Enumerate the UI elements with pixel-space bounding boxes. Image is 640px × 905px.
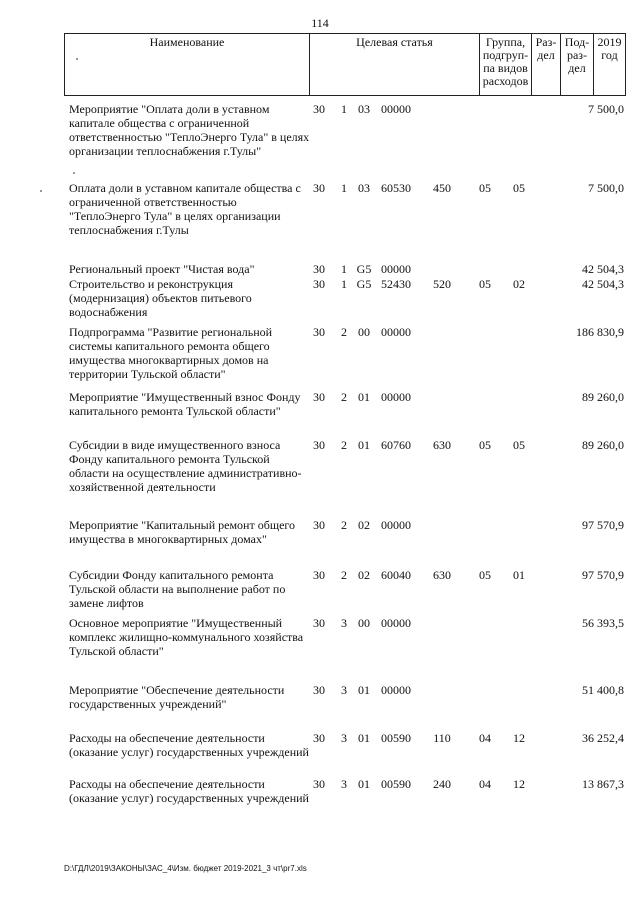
row-prog: 30 <box>313 518 325 532</box>
row-dir: 00000 <box>381 262 411 276</box>
row-amt: 51 400,8 <box>582 683 624 697</box>
row-amt: 89 260,0 <box>582 390 624 404</box>
row-prog: 30 <box>313 262 325 276</box>
row-main: 00 <box>358 616 370 630</box>
row-subs: 12 <box>513 731 525 745</box>
row-main: 02 <box>358 518 370 532</box>
row-subs: 05 <box>513 438 525 452</box>
page-number: 114 <box>311 16 329 30</box>
row-dir: 00000 <box>381 616 411 630</box>
row-sub: 3 <box>341 616 347 630</box>
row-name: Региональный проект "Чистая вода" <box>69 262 255 276</box>
scan-speck <box>73 172 75 174</box>
row-sub: 3 <box>341 777 347 791</box>
row-name: Основное мероприятие "Имущественный комплекс жилищно-коммунального хозяйства Тульской области" <box>69 616 304 658</box>
row-main: 01 <box>358 777 370 791</box>
row-amt: 56 393,5 <box>582 616 624 630</box>
row-sub: 1 <box>341 277 347 291</box>
row-name: Расходы на обеспечение деятельности (оказание услуг) государственных учреждений <box>69 731 309 759</box>
scan-speck <box>40 190 42 192</box>
row-prog: 30 <box>313 181 325 195</box>
header-year: 2019 год <box>597 35 622 62</box>
row-amt: 42 504,3 <box>582 277 624 291</box>
row-main: 03 <box>358 181 370 195</box>
header-subsection: Под- раз- дел <box>561 34 594 95</box>
row-main: G5 <box>356 262 372 276</box>
row-main: 03 <box>358 102 370 116</box>
row-sub: 1 <box>341 102 347 116</box>
row-main: G5 <box>356 277 372 291</box>
row-dir: 60530 <box>381 181 411 195</box>
row-grp: 630 <box>433 568 451 582</box>
row-prog: 30 <box>313 616 325 630</box>
row-prog: 30 <box>313 777 325 791</box>
row-name: Мероприятие "Имущественный взнос Фонду капитального ремонта Тульской области" <box>69 390 301 418</box>
row-main: 01 <box>358 683 370 697</box>
row-sec: 04 <box>479 731 491 745</box>
row-name: Субсидии Фонду капитального ремонта Тульской области на выполнение работ по замене лифтов <box>69 568 286 610</box>
row-sec: 05 <box>479 438 491 452</box>
row-subs: 05 <box>513 181 525 195</box>
row-dir: 00590 <box>381 731 411 745</box>
header-section: Раз- дел <box>532 34 561 95</box>
row-dir: 00000 <box>381 325 411 339</box>
row-sec: 05 <box>479 181 491 195</box>
row-name: Строительство и реконструкция (модернизация) объектов питьевого водоснабжения <box>69 277 252 319</box>
row-sub: 1 <box>341 262 347 276</box>
row-name: Оплата доли в уставном капитале общества с ограниченной ответственностью "ТеплоЭнерго Тула" в целях организации теплоснабжения г.Тулы <box>69 181 301 237</box>
row-sub: 2 <box>341 438 347 452</box>
row-sub: 3 <box>341 731 347 745</box>
row-dir: 00000 <box>381 390 411 404</box>
row-dir: 00000 <box>381 102 411 116</box>
row-amt: 13 867,3 <box>582 777 624 791</box>
row-dir: 60760 <box>381 438 411 452</box>
row-prog: 30 <box>313 731 325 745</box>
row-name: Расходы на обеспечение деятельности (оказание услуг) государственных учреждений <box>69 777 309 805</box>
row-main: 01 <box>358 390 370 404</box>
row-amt: 97 570,9 <box>582 518 624 532</box>
row-sec: 05 <box>479 277 491 291</box>
row-name: Подпрограмма "Развитие региональной системы капитального ремонта общего имущества многоквартирных домов на территории Тульской области" <box>69 325 273 381</box>
row-grp: 520 <box>433 277 451 291</box>
row-sub: 2 <box>341 568 347 582</box>
row-dir: 00590 <box>381 777 411 791</box>
row-subs: 01 <box>513 568 525 582</box>
header-target: Целевая статья <box>310 34 480 95</box>
row-name: Мероприятие "Оплата доли в уставном капитале общества с ограниченной ответственностью "ТеплоЭнерго Тула" в целях организации теплоснабжения г.Тулы" <box>69 102 310 158</box>
row-sub: 3 <box>341 683 347 697</box>
row-amt: 36 252,4 <box>582 731 624 745</box>
row-grp: 240 <box>433 777 451 791</box>
row-sub: 2 <box>341 325 347 339</box>
scan-speck <box>76 58 78 60</box>
header-name: Наименование <box>65 34 310 95</box>
row-dir: 60040 <box>381 568 411 582</box>
row-name: Мероприятие "Обеспечение деятельности государственных учреждений" <box>69 683 285 711</box>
row-main: 02 <box>358 568 370 582</box>
row-sec: 04 <box>479 777 491 791</box>
row-prog: 30 <box>313 102 325 116</box>
table-header <box>64 33 626 96</box>
row-prog: 30 <box>313 683 325 697</box>
row-name: Субсидии в виде имущественного взноса Фонду капитального ремонта Тульской области на осуществление административно-хозяйственной деятельности <box>69 438 302 494</box>
row-sub: 2 <box>341 390 347 404</box>
row-sub: 2 <box>341 518 347 532</box>
row-prog: 30 <box>313 277 325 291</box>
row-sec: 05 <box>479 568 491 582</box>
row-prog: 30 <box>313 390 325 404</box>
row-grp: 110 <box>433 731 451 745</box>
header-group: Группа, подгруп- па видов расходов <box>480 34 532 95</box>
row-amt: 97 570,9 <box>582 568 624 582</box>
row-main: 00 <box>358 325 370 339</box>
row-dir: 00000 <box>381 518 411 532</box>
row-prog: 30 <box>313 325 325 339</box>
row-grp: 450 <box>433 181 451 195</box>
row-grp: 630 <box>433 438 451 452</box>
row-dir: 52430 <box>381 277 411 291</box>
row-subs: 12 <box>513 777 525 791</box>
row-amt: 186 830,9 <box>576 325 624 339</box>
row-amt: 89 260,0 <box>582 438 624 452</box>
row-amt: 42 504,3 <box>582 262 624 276</box>
row-main: 01 <box>358 731 370 745</box>
row-name: Мероприятие "Капитальный ремонт общего имущества в многоквартирных домах" <box>69 518 296 546</box>
row-subs: 02 <box>513 277 525 291</box>
row-main: 01 <box>358 438 370 452</box>
row-amt: 7 500,0 <box>588 181 624 195</box>
row-prog: 30 <box>313 438 325 452</box>
row-sub: 1 <box>341 181 347 195</box>
row-dir: 00000 <box>381 683 411 697</box>
row-amt: 7 500,0 <box>588 102 624 116</box>
footer-file-path: D:\ГДЛ\2019\ЗАКОНЫ\ЗАС_4\Изм. бюджет 2019-2021_3 чт\pr7.xls <box>64 864 307 873</box>
row-prog: 30 <box>313 568 325 582</box>
